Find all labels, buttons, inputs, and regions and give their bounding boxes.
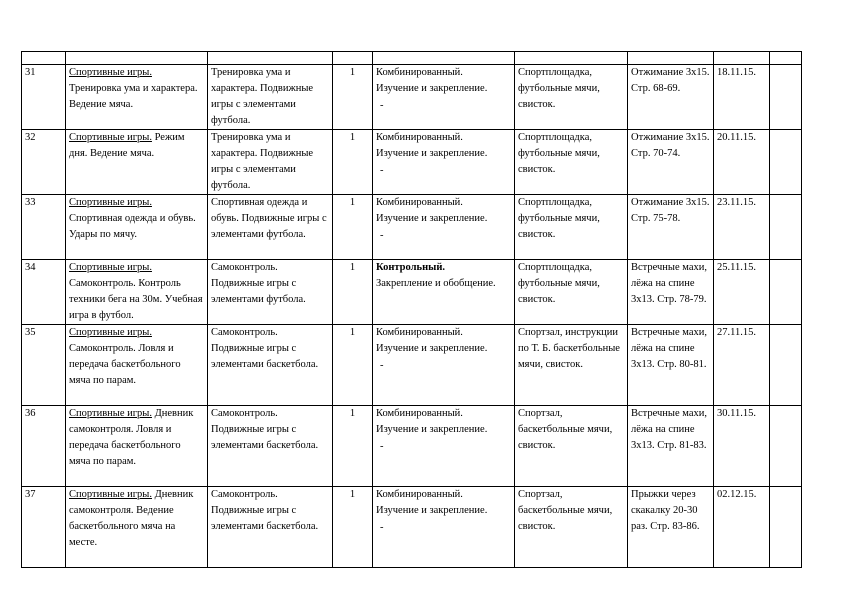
- equipment-cell: [515, 260, 628, 325]
- lesson-content: Спортивная одежда и обувь. Подвижные игры с элементами футбола.: [211, 197, 327, 240]
- section-title: Спортивные игры.: [69, 327, 152, 338]
- lesson-number: [22, 406, 66, 487]
- lesson-type: Комбинированный.: [376, 489, 463, 500]
- lesson-topic: Самоконтроль. Ловля и передача баскетбольного мяча по парам.: [69, 343, 181, 386]
- hours-cell: [333, 406, 373, 487]
- dash-mark: -: [380, 165, 384, 176]
- homework-cell: [628, 260, 714, 325]
- date-text: 23.11.15.: [717, 197, 756, 208]
- equipment-cell: [515, 487, 628, 568]
- lesson-type: Комбинированный.: [376, 408, 463, 419]
- lesson-content: Самоконтроль. Подвижные игры с элементами футбола.: [211, 262, 306, 305]
- lesson-content: Тренировка ума и характера. Подвижные игры с элементами футбола.: [211, 132, 314, 191]
- homework-cell: [628, 325, 714, 406]
- lesson-type-cell: [373, 325, 515, 406]
- section-title: Спортивные игры.: [69, 489, 152, 500]
- lesson-number-text: 37: [25, 489, 36, 500]
- header-cell: [628, 52, 714, 65]
- lesson-plan-table: [21, 51, 802, 568]
- empty-cell: [770, 487, 802, 568]
- lesson-topic-cell: [66, 487, 208, 568]
- lesson-number-text: 35: [25, 327, 36, 338]
- lesson-topic: Самоконтроль. Контроль техники бега на 30м. Учебная игра в футбол.: [69, 278, 203, 321]
- dash-mark: -: [380, 522, 384, 533]
- lesson-topic-cell: [66, 325, 208, 406]
- lesson-type-note: Изучение и закрепление.: [376, 343, 488, 354]
- hours-cell: [333, 325, 373, 406]
- lesson-type-note: Изучение и закрепление.: [376, 424, 488, 435]
- hours-value: 1: [349, 489, 356, 500]
- lesson-topic-cell: [66, 130, 208, 195]
- date-text: 30.11.15.: [717, 408, 756, 419]
- lesson-number-text: 32: [25, 132, 36, 143]
- homework-cell: [628, 406, 714, 487]
- lesson-number-text: 33: [25, 197, 36, 208]
- equipment-text: Спортплощадка, футбольные мячи, свисток.: [518, 197, 600, 240]
- equipment-cell: [515, 65, 628, 130]
- dash-mark: -: [380, 230, 384, 241]
- date-cell: [714, 406, 770, 487]
- lesson-number: [22, 260, 66, 325]
- lesson-number: [22, 130, 66, 195]
- equipment-text: Спортзал, баскетбольные мячи, свисток.: [518, 408, 613, 451]
- date-cell: [714, 260, 770, 325]
- homework-text: Прыжки через скакалку 20-30 раз. Стр. 83-86.: [631, 489, 700, 532]
- dash-mark: -: [380, 100, 384, 111]
- homework-cell: [628, 195, 714, 260]
- date-cell: [714, 65, 770, 130]
- lesson-content: Самоконтроль. Подвижные игры с элементами баскетбола.: [211, 327, 319, 370]
- equipment-text: Спортзал, баскетбольные мячи, свисток.: [518, 489, 613, 532]
- table-row: [22, 487, 802, 568]
- hours-value: 1: [349, 262, 356, 273]
- lesson-type-cell: [373, 130, 515, 195]
- equipment-cell: [515, 195, 628, 260]
- lesson-type: Комбинированный.: [376, 327, 463, 338]
- lesson-content-cell: [208, 260, 333, 325]
- section-title: Спортивные игры.: [69, 262, 152, 273]
- lesson-topic: Дневник самоконтроля. Ведение баскетбольного мяча на месте.: [69, 489, 194, 548]
- equipment-cell: [515, 130, 628, 195]
- homework-text: Отжимание 3х15. Стр. 75-78.: [631, 197, 710, 224]
- lesson-content-cell: [208, 325, 333, 406]
- lesson-number: [22, 487, 66, 568]
- empty-cell: [770, 195, 802, 260]
- date-text: 25.11.15.: [717, 262, 756, 273]
- lesson-type: Контрольный.: [376, 262, 445, 273]
- lesson-type-cell: [373, 65, 515, 130]
- table-row: [22, 65, 802, 130]
- lesson-topic: Дневник самоконтроля. Ловля и передача баскетбольного мяча по парам.: [69, 408, 194, 467]
- empty-cell: [770, 65, 802, 130]
- lesson-type-note: Закрепление и обобщение.: [376, 278, 496, 289]
- equipment-cell: [515, 406, 628, 487]
- hours-cell: [333, 195, 373, 260]
- date-text: 27.11.15.: [717, 327, 756, 338]
- lesson-content: Тренировка ума и характера. Подвижные игры с элементами футбола.: [211, 67, 314, 126]
- homework-cell: [628, 65, 714, 130]
- dash-mark: -: [380, 441, 384, 452]
- section-title: Спортивные игры.: [69, 132, 152, 143]
- homework-text: Встречные махи, лёжа на спине 3х13. Стр. 80-81.: [631, 327, 707, 370]
- lesson-topic: Спортивная одежда и обувь. Удары по мячу.: [69, 213, 196, 240]
- date-cell: [714, 487, 770, 568]
- lesson-content-cell: [208, 487, 333, 568]
- table-row: [22, 130, 802, 195]
- lesson-number-text: 36: [25, 408, 36, 419]
- section-title: Спортивные игры.: [69, 67, 152, 78]
- equipment-text: Спортплощадка, футбольные мячи, свисток.: [518, 132, 600, 175]
- dash-mark: -: [380, 360, 384, 371]
- lesson-number: [22, 65, 66, 130]
- hours-value: 1: [349, 197, 356, 208]
- lesson-content: Самоконтроль. Подвижные игры с элементами баскетбола.: [211, 489, 319, 532]
- table-row: [22, 195, 802, 260]
- homework-text: Отжимание 3х15. Стр. 70-74.: [631, 132, 710, 159]
- homework-cell: [628, 487, 714, 568]
- date-text: 20.11.15.: [717, 132, 756, 143]
- equipment-text: Спортплощадка, футбольные мячи, свисток.: [518, 262, 600, 305]
- lesson-number-text: 34: [25, 262, 36, 273]
- lesson-content-cell: [208, 406, 333, 487]
- lesson-content-cell: [208, 65, 333, 130]
- lesson-number: [22, 195, 66, 260]
- lesson-type: Комбинированный.: [376, 132, 463, 143]
- date-cell: [714, 130, 770, 195]
- hours-cell: [333, 130, 373, 195]
- lesson-type: Комбинированный.: [376, 67, 463, 78]
- lesson-type-note: Изучение и закрепление.: [376, 148, 488, 159]
- empty-cell: [770, 325, 802, 406]
- lesson-topic: Тренировка ума и характера. Ведение мяча.: [69, 83, 198, 110]
- hours-value: 1: [349, 408, 356, 419]
- lesson-type-note: Изучение и закрепление.: [376, 83, 488, 94]
- homework-text: Встречные махи, лёжа на спине 3х13. Стр. 81-83.: [631, 408, 707, 451]
- lesson-topic-cell: [66, 195, 208, 260]
- lesson-content-cell: [208, 130, 333, 195]
- hours-cell: [333, 487, 373, 568]
- table-row: [22, 406, 802, 487]
- header-cell: [22, 52, 66, 65]
- lesson-type-cell: [373, 195, 515, 260]
- hours-value: 1: [349, 132, 356, 143]
- equipment-text: Спортплощадка, футбольные мячи, свисток.: [518, 67, 600, 110]
- lesson-type-note: Изучение и закрепление.: [376, 505, 488, 516]
- header-cell: [208, 52, 333, 65]
- date-cell: [714, 325, 770, 406]
- header-cell: [333, 52, 373, 65]
- lesson-number: [22, 325, 66, 406]
- hours-value: 1: [349, 327, 356, 338]
- lesson-topic-cell: [66, 406, 208, 487]
- empty-cell: [770, 130, 802, 195]
- lesson-topic: Режим дня. Ведение мяча.: [69, 132, 185, 159]
- lesson-type-cell: [373, 487, 515, 568]
- hours-cell: [333, 65, 373, 130]
- homework-text: Отжимание 3х15. Стр. 68-69.: [631, 67, 710, 94]
- header-cell: [515, 52, 628, 65]
- empty-cell: [770, 260, 802, 325]
- lesson-content: Самоконтроль. Подвижные игры с элементами баскетбола.: [211, 408, 319, 451]
- header-cell: [66, 52, 208, 65]
- homework-cell: [628, 130, 714, 195]
- lesson-type-cell: [373, 406, 515, 487]
- date-cell: [714, 195, 770, 260]
- header-cell: [770, 52, 802, 65]
- table-row: [22, 325, 802, 406]
- homework-text: Встречные махи, лёжа на спине 3х13. Стр. 78-79.: [631, 262, 707, 305]
- hours-cell: [333, 260, 373, 325]
- header-cell: [373, 52, 515, 65]
- lesson-topic-cell: [66, 260, 208, 325]
- equipment-cell: [515, 325, 628, 406]
- lesson-type-note: Изучение и закрепление.: [376, 213, 488, 224]
- lesson-content-cell: [208, 195, 333, 260]
- lesson-type-cell: [373, 260, 515, 325]
- section-title: Спортивные игры.: [69, 408, 152, 419]
- header-cell: [714, 52, 770, 65]
- lesson-type: Комбинированный.: [376, 197, 463, 208]
- lesson-topic-cell: [66, 65, 208, 130]
- date-text: 18.11.15.: [717, 67, 756, 78]
- table-row: [22, 260, 802, 325]
- empty-cell: [770, 406, 802, 487]
- equipment-text: Спортзал, инструкции по Т. Б. баскетбольные мячи, свисток.: [518, 327, 620, 370]
- table-header-row: [22, 52, 802, 65]
- lesson-number-text: 31: [25, 67, 36, 78]
- section-title: Спортивные игры.: [69, 197, 152, 208]
- hours-value: 1: [349, 67, 356, 78]
- date-text: 02.12.15.: [717, 489, 757, 500]
